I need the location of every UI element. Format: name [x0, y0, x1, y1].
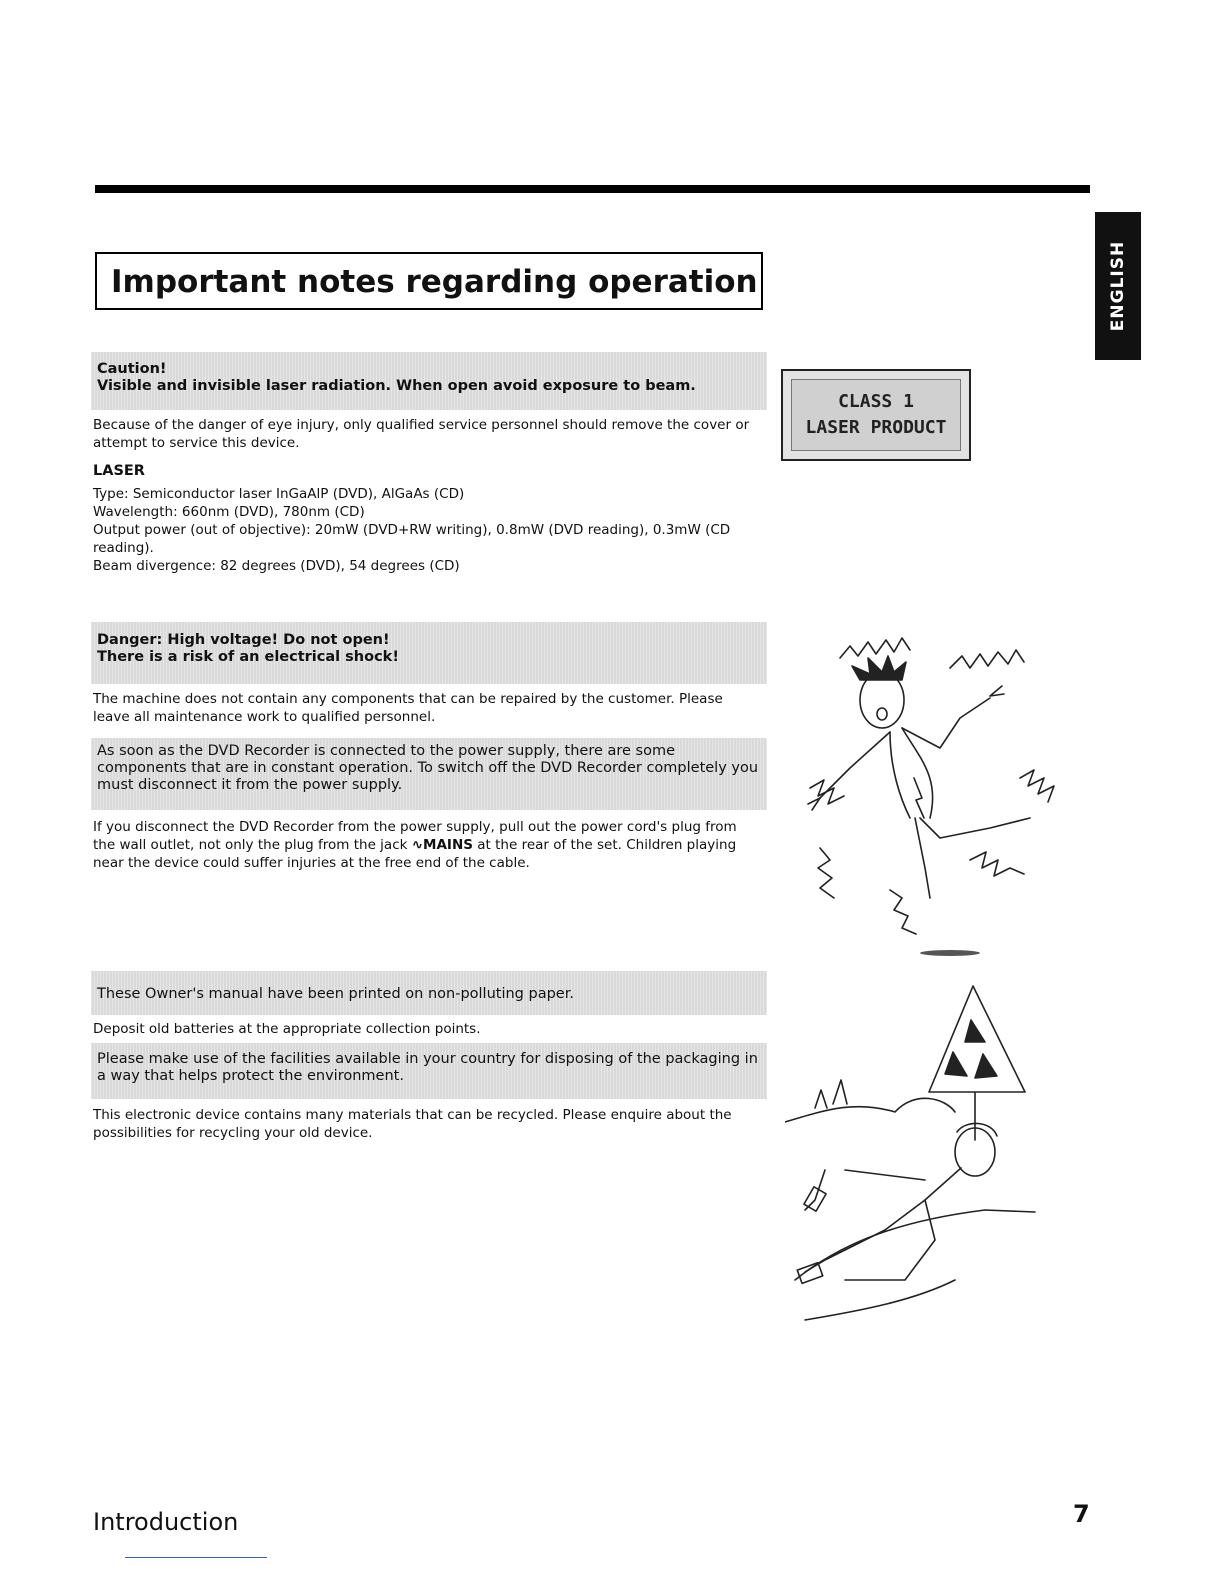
- laser-output-power: Output power (out of objective): 20mW (DVD+RW writing), 0.8mW (DVD reading), 0.3mW (CD reading).: [93, 522, 731, 556]
- laser-wavelength: Wavelength: 660nm (DVD), 780nm (CD): [93, 504, 365, 520]
- disconnect-text-b: at the rear of the set. Children playing near the device could suffer injuries at the free end of the cable.: [93, 837, 737, 871]
- laser-label-line2: LASER PRODUCT: [805, 417, 947, 438]
- caution-banner: [91, 352, 767, 410]
- laser-beam-divergence: Beam divergence: 82 degrees (DVD), 54 degrees (CD): [93, 558, 460, 574]
- laser-specs: [93, 485, 763, 575]
- packaging-note: Please make use of the facilities available in your country for disposing of the packaging in a way that helps protect the environment.: [91, 1043, 767, 1099]
- relaxing-man-icon: [797, 1123, 997, 1283]
- caution-text: Because of the danger of eye injury, only qualified service personnel should remove the cover or attempt to service this device.: [93, 417, 750, 451]
- mains-symbol-icon: ∿: [411, 837, 424, 853]
- danger-text: The machine does not contain any components that can be repaired by the customer. Please leave all maintenance work to qualified personnel.: [93, 691, 723, 725]
- mains-label: MAINS: [423, 837, 473, 853]
- caution-heading: Caution!: [97, 361, 167, 377]
- footer-section-title: Introduction: [93, 1508, 239, 1536]
- class1-laser-label: [781, 369, 971, 461]
- recycle-sign-icon: [929, 986, 1025, 1140]
- recycling-text: This electronic device contains many materials that can be recycled. Please enquire about the possibilities for recycling your old device.: [93, 1107, 732, 1141]
- danger-heading: Danger: High voltage! Do not open!: [97, 632, 390, 648]
- power-supply-note: As soon as the DVD Recorder is connected to the power supply, there are some components that are in constant operation. To switch off the DVD Recorder completely you must disconnect it from the power supply.: [91, 738, 767, 810]
- page-title: Important notes regarding operation: [95, 252, 763, 310]
- language-tab-label: ENGLISH: [1108, 240, 1128, 332]
- caution-subheading: Visible and invisible laser radiation. When open avoid exposure to beam.: [97, 378, 696, 394]
- language-tab: [1095, 212, 1141, 360]
- disconnect-text-a: If you disconnect the DVD Recorder from the power supply, pull out the power cord's plug from the wall outlet, not only the plug from the jack: [93, 819, 737, 853]
- laser-label-line1: CLASS 1: [838, 391, 914, 412]
- danger-subheading: There is a risk of an electrical shock!: [97, 649, 399, 665]
- recycling-illustration: [785, 980, 1065, 1325]
- batteries-text: Deposit old batteries at the appropriate collection points.: [93, 1021, 481, 1037]
- shocked-man-icon: [808, 656, 1030, 898]
- page-number: 7: [1073, 1500, 1090, 1528]
- disconnect-text: [93, 818, 763, 872]
- danger-banner: [91, 622, 767, 684]
- laser-heading: LASER: [93, 463, 145, 479]
- footer-link-underline: [125, 1557, 267, 1558]
- electric-shock-illustration: [790, 628, 1075, 960]
- laser-type: Type: Semiconductor laser InGaAlP (DVD), AlGaAs (CD): [93, 486, 465, 502]
- paper-note-banner: These Owner's manual have been printed on non-polluting paper.: [91, 971, 767, 1015]
- top-rule: [95, 185, 1090, 193]
- ground-shadow-icon: [920, 950, 980, 956]
